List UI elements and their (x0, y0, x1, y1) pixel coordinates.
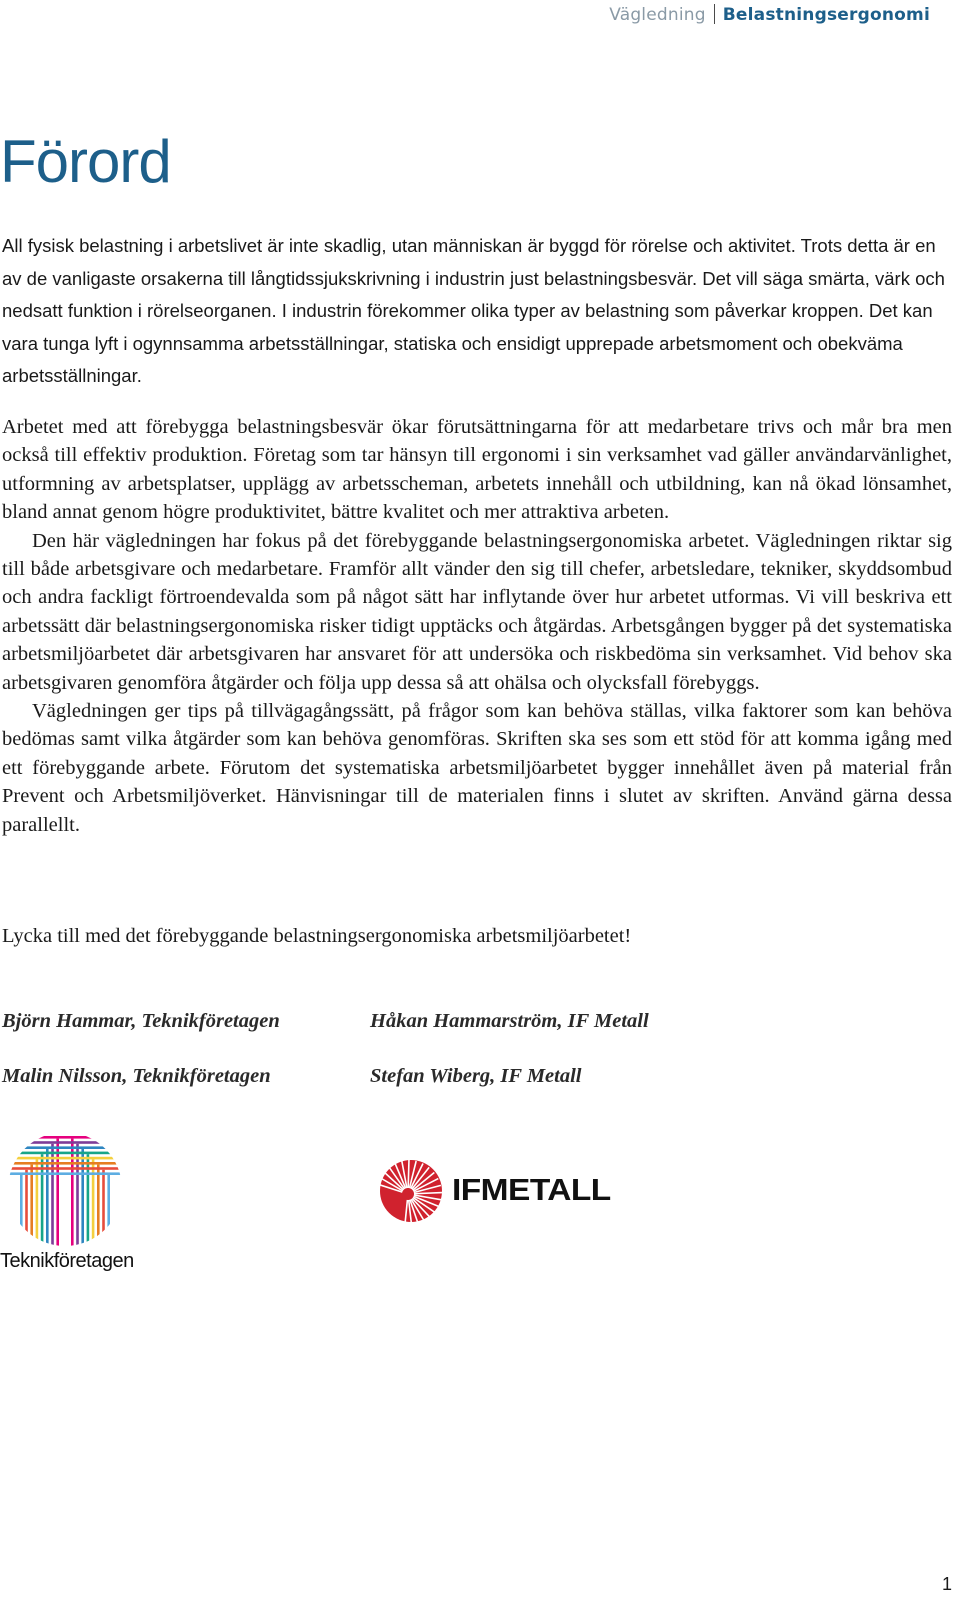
logo-stripe (97, 1165, 100, 1248)
ifmetall-wordmark: IFMETALL (452, 1172, 611, 1207)
ifmetall-mark-circle (380, 1160, 442, 1222)
logo-stripe (71, 1139, 74, 1248)
body-paragraph-1: Arbetet med att förebygga belastningsbesvär ökar förutsättningarna för att medarbetare trivs och mår bra men också till effektiv produktion. Företag som tar hänsyn till ergonomi i sin verksamhet vad gäller användarvänlighet, utformning av arbetsplatser, upplägg av arbetsscheman, arbetets innehåll och utbildning, kan nå ökad lönsamhet, bland annat genom högre produktivitet, bättre kvalitet och mer attraktiva arbeten. (2, 416, 952, 524)
logo-stripe (6, 1167, 124, 1170)
logo-stripe (6, 1146, 124, 1149)
teknikforetagen-logo-icon (6, 1130, 124, 1248)
signature-bjorn-hammar: Björn Hammar, Teknikföretagen (2, 1010, 280, 1032)
signature-hakan-hammarstrom: Håkan Hammarström, IF Metall (370, 1010, 649, 1032)
logo-stripe (6, 1172, 124, 1175)
closing-line: Lycka till med det förebyggande belastningsergonomiska arbetsmiljöarbetet! (2, 925, 632, 947)
logo-stripe (6, 1141, 124, 1144)
body-paragraph-2: Den här vägledningen har fokus på det förebyggande belastningsergonomiska arbetet. Vägledningen riktar sig till både arbetsgivare och medarbetare. Framför allt vänder den sig till chefer, arbetsledare, tekniker, skyddsombud och andra fackligt förtroendevalda som på något sätt har inflytande över hur arbetet utformas. Vi vill beskriva ett arbetssätt där belastningsergonomiska risker tidigt upptäcks och åtgärdas. Arbetsgången bygger på det systematiska arbetsmiljöarbetet där arbetsgivaren har ansvaret för att undersöka och riskbedöma sin verksamhet. Vid behov ska arbetsgivaren genomföra åtgärder och följa upp dessa så att ohälsa och olycksfall förebyggs. (2, 529, 952, 694)
header-separator (714, 4, 715, 24)
body-paragraph-3: Vägledningen ger tips på tillvägagångssätt, på frågor som kan behöva ställas, vilka faktorer som kan behöva bedömas samt vilka åtgärder som kan behöva genomföras. Skriften ska ses som ett stöd för att komma igång med ett förebyggande arbete. Förutom det systematiska arbetsmiljöarbetet bygger innehållet även på material från Prevent och Arbetsmiljöverket. Hänvisningar till de materialen finns i slutet av skriften. Använd gärna dessa parallellt. (2, 700, 952, 836)
intro-paragraph: All fysisk belastning i arbetslivet är inte skadlig, utan människan är byggd för rörelse och aktivitet. Trots detta är en av de vanligaste orsakerna till långtidssjukskrivning i industrin just belastningsbesvär. Det vill säga smärta, värk och nedsatt funktion i rörelseorganen. I industrin förekommer olika typer av belastning som påverkar kroppen. Det kan vara tunga lyft i ogynnsamma arbetsställningar, statiska och ensidigt upprepade arbetsmoment och obekväma arbetsställningar. (2, 235, 945, 386)
header-crumb: Vägledning (609, 5, 706, 25)
logo-stripe (6, 1136, 124, 1139)
logo-stripe (56, 1139, 59, 1248)
page-title: Förord (0, 128, 171, 195)
logo-stripe (51, 1144, 54, 1248)
header-section: Belastningsergonomi (722, 5, 930, 25)
logo-stripe (30, 1165, 33, 1248)
logo-stripe (102, 1170, 105, 1248)
page-number: 1 (941, 1574, 952, 1594)
teknikforetagen-wordmark: Teknikföretagen (0, 1250, 134, 1272)
logo-stripe (20, 1175, 23, 1248)
ifmetall-mark-icon (378, 1158, 444, 1224)
body-text (2, 413, 952, 839)
ifmetall-mark-ray (408, 1160, 409, 1188)
signature-stefan-wiberg: Stefan Wiberg, IF Metall (370, 1065, 582, 1087)
teknikforetagen-logo (6, 1130, 124, 1253)
logo-stripe (25, 1170, 28, 1248)
running-header (609, 4, 930, 25)
logo-stripe (76, 1144, 79, 1248)
logo-stripe (107, 1175, 110, 1248)
logo-stripe (6, 1152, 124, 1155)
ifmetall-logo (378, 1158, 618, 1238)
logo-stripe (6, 1157, 124, 1160)
logo-stripe (6, 1162, 124, 1165)
signature-malin-nilsson: Malin Nilsson, Teknikföretagen (2, 1065, 271, 1087)
